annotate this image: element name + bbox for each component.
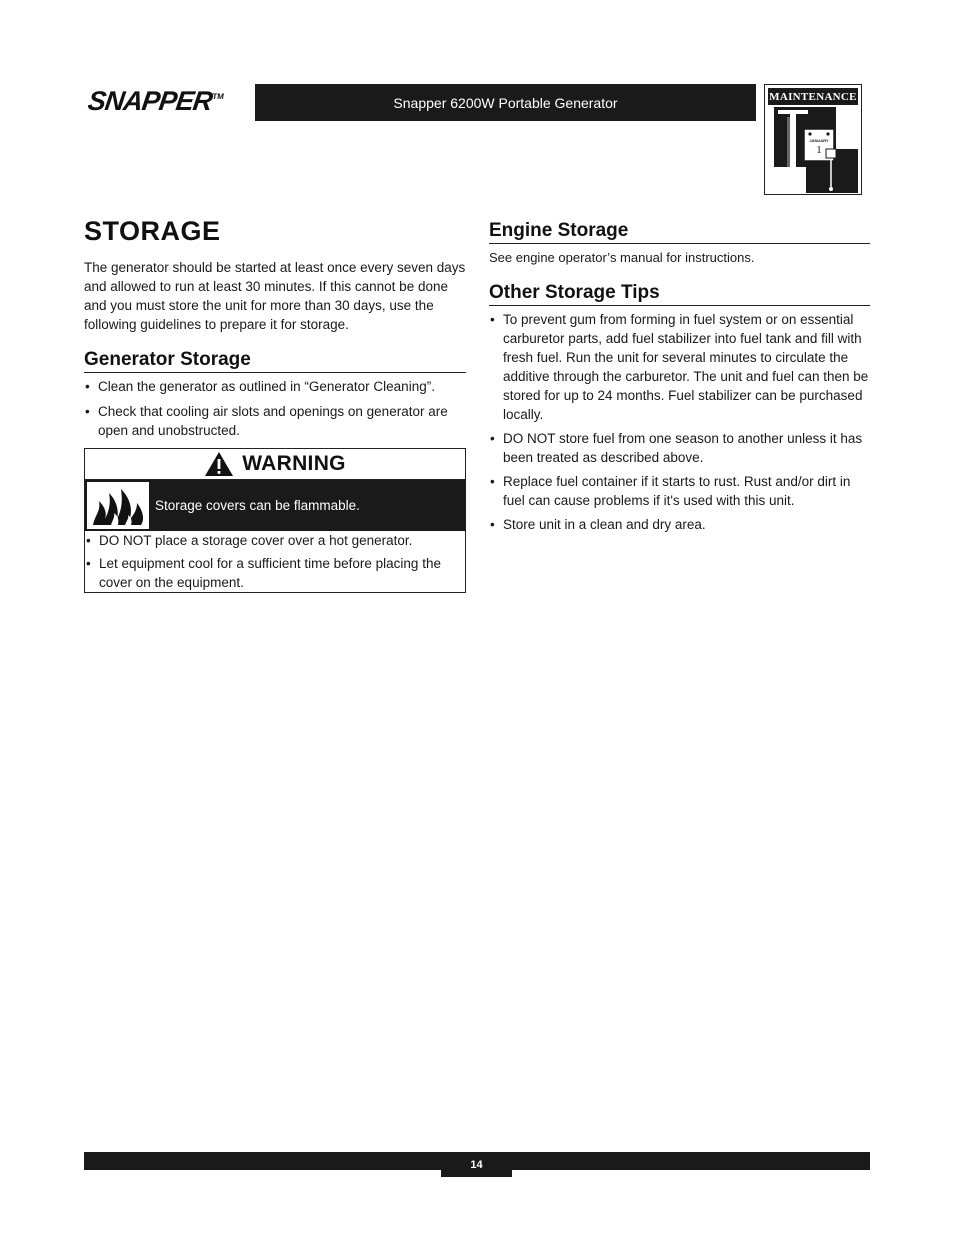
other-storage-tips-heading: Other Storage Tips [489, 282, 870, 306]
list-item: • DO NOT place a storage cover over a hot generator. [85, 531, 465, 550]
calendar-day: 1 [816, 144, 822, 156]
fire-hazard-icon [87, 482, 149, 529]
header-bar [255, 84, 756, 121]
left-column [84, 216, 466, 593]
engine-storage-heading: Engine Storage [489, 220, 870, 244]
list-item: • Check that cooling air slots and openings on generator are open and unobstructed. [84, 402, 466, 440]
list-item: • Clean the generator as outlined in “Generator Cleaning”. [84, 377, 466, 396]
snapper-logo [86, 86, 255, 118]
list-item: • DO NOT store fuel from one season to another unless it has been treated as described above. [489, 429, 870, 467]
trademark: TM [211, 92, 225, 101]
generator-storage-heading: Generator Storage [84, 349, 466, 373]
list-item: • Replace fuel container if it starts to rust. Rust and/or dirt in fuel can cause problems if it's used with this unit. [489, 472, 870, 510]
generator-storage-list [84, 377, 466, 440]
other-storage-tips-list [489, 310, 870, 534]
warning-hazard-text: Storage covers can be flammable. [155, 498, 360, 513]
list-item: • Store unit in a clean and dry area. [489, 515, 870, 534]
flame-icon [89, 485, 147, 527]
engine-storage-text: See engine operator’s manual for instructions. [489, 250, 755, 265]
product-title: Snapper 6200W Portable Generator [393, 94, 618, 111]
list-item: • To prevent gum from forming in fuel system or on essential carburetor parts, add fuel stabilizer into fuel tank and fill with fresh fuel. Run the unit for several minutes to circulate the additive through the carburetor. The unit and fuel can then be stored for up to 24 months. Fuel stabilizer can be purchased locally. [489, 310, 870, 424]
right-column [489, 216, 870, 534]
maintenance-badge-title: MAINTENANCE [768, 88, 858, 105]
intro-paragraph: The generator should be started at least once every seven days and allowed to run at least 30 minutes. If this cannot be done and you must store the unit for more than 30 days, use the following guidelines to prepare it for storage. [84, 260, 466, 332]
page-number: 14 [441, 1152, 512, 1177]
maintenance-badge [764, 84, 862, 195]
warning-header [85, 449, 465, 480]
page-title: STORAGE [84, 216, 221, 246]
warning-label: WARNING [242, 452, 346, 475]
calendar-month: JANUARY [809, 138, 829, 143]
warning-triangle-icon [204, 451, 234, 477]
brand-name: SNAPPER [86, 86, 214, 116]
warning-hazard-bar [85, 480, 465, 531]
warning-list [85, 531, 465, 592]
list-item: • Let equipment cool for a sufficient time before placing the cover on the equipment. [85, 554, 465, 592]
warning-box [84, 448, 466, 593]
